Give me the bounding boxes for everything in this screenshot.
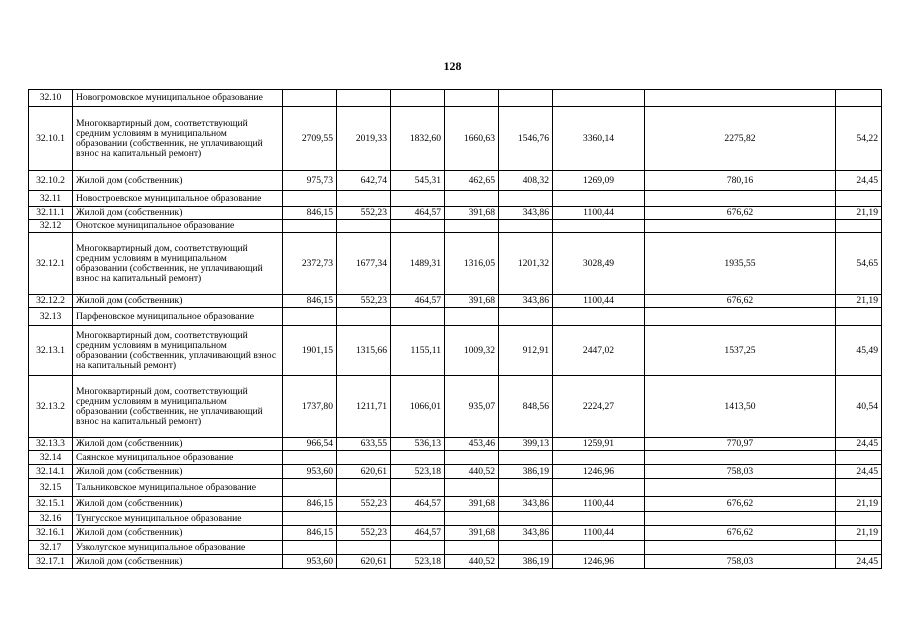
value-cell: 24,45 bbox=[836, 465, 882, 479]
housing-type: Жилой дом (собственник) bbox=[73, 555, 283, 569]
empty-cell bbox=[553, 191, 645, 207]
section-row bbox=[29, 541, 882, 555]
value-cell: 676,62 bbox=[645, 497, 836, 512]
municipality-name: Узколугское муниципальное образование bbox=[73, 541, 283, 555]
value-cell: 3360,14 bbox=[553, 107, 645, 171]
value-cell: 552,23 bbox=[337, 526, 391, 541]
municipality-name: Новостроевское муниципальное образование bbox=[73, 191, 283, 207]
empty-cell bbox=[836, 479, 882, 497]
value-cell: 953,60 bbox=[283, 465, 337, 479]
tariff-table bbox=[28, 89, 882, 569]
empty-cell bbox=[645, 479, 836, 497]
value-cell: 1546,76 bbox=[499, 107, 553, 171]
value-cell: 464,57 bbox=[391, 295, 445, 308]
row-code: 32.10.2 bbox=[29, 171, 73, 191]
housing-type: Жилой дом (собственник) bbox=[73, 526, 283, 541]
empty-cell bbox=[391, 479, 445, 497]
value-cell: 552,23 bbox=[337, 497, 391, 512]
value-cell: 848,56 bbox=[499, 376, 553, 438]
row-code: 32.13 bbox=[29, 308, 73, 326]
row-code: 32.12.1 bbox=[29, 233, 73, 295]
value-cell: 386,19 bbox=[499, 555, 553, 569]
empty-cell bbox=[283, 479, 337, 497]
empty-cell bbox=[283, 512, 337, 526]
empty-cell bbox=[645, 451, 836, 465]
value-cell: 464,57 bbox=[391, 497, 445, 512]
value-cell: 770,97 bbox=[645, 438, 836, 451]
row-code: 32.13.3 bbox=[29, 438, 73, 451]
empty-cell bbox=[391, 541, 445, 555]
empty-cell bbox=[836, 220, 882, 233]
value-cell: 1315,66 bbox=[337, 326, 391, 376]
row-code: 32.11 bbox=[29, 191, 73, 207]
row-code: 32.12 bbox=[29, 220, 73, 233]
empty-cell bbox=[553, 90, 645, 107]
value-cell: 523,18 bbox=[391, 465, 445, 479]
value-cell: 780,16 bbox=[645, 171, 836, 191]
value-cell: 966,54 bbox=[283, 438, 337, 451]
value-cell: 453,46 bbox=[445, 438, 499, 451]
empty-cell bbox=[445, 90, 499, 107]
value-cell: 935,07 bbox=[445, 376, 499, 438]
empty-cell bbox=[445, 220, 499, 233]
empty-cell bbox=[283, 451, 337, 465]
empty-cell bbox=[553, 220, 645, 233]
table-row bbox=[29, 555, 882, 569]
row-code: 32.13.2 bbox=[29, 376, 73, 438]
value-cell: 1100,44 bbox=[553, 497, 645, 512]
table-row bbox=[29, 438, 882, 451]
value-cell: 846,15 bbox=[283, 207, 337, 220]
value-cell: 2372,73 bbox=[283, 233, 337, 295]
value-cell: 462,65 bbox=[445, 171, 499, 191]
empty-cell bbox=[645, 512, 836, 526]
value-cell: 975,73 bbox=[283, 171, 337, 191]
housing-type: Многоквартирный дом, соответствующий средним условиям в муниципальном образовании (собственник, не уплачивающий взнос на капитальный ремонт) bbox=[73, 376, 283, 438]
empty-cell bbox=[645, 220, 836, 233]
municipality-name: Тальниковское муниципальное образование bbox=[73, 479, 283, 497]
value-cell: 440,52 bbox=[445, 555, 499, 569]
row-code: 32.11.1 bbox=[29, 207, 73, 220]
empty-cell bbox=[836, 451, 882, 465]
empty-cell bbox=[337, 479, 391, 497]
empty-cell bbox=[337, 512, 391, 526]
value-cell: 3028,49 bbox=[553, 233, 645, 295]
empty-cell bbox=[499, 451, 553, 465]
value-cell: 1832,60 bbox=[391, 107, 445, 171]
empty-cell bbox=[337, 90, 391, 107]
row-code: 32.14 bbox=[29, 451, 73, 465]
table-row bbox=[29, 497, 882, 512]
value-cell: 1100,44 bbox=[553, 295, 645, 308]
value-cell: 1413,50 bbox=[645, 376, 836, 438]
value-cell: 846,15 bbox=[283, 497, 337, 512]
row-code: 32.15 bbox=[29, 479, 73, 497]
empty-cell bbox=[391, 451, 445, 465]
value-cell: 1316,05 bbox=[445, 233, 499, 295]
section-row bbox=[29, 512, 882, 526]
value-cell: 758,03 bbox=[645, 465, 836, 479]
section-row bbox=[29, 451, 882, 465]
value-cell: 343,86 bbox=[499, 295, 553, 308]
municipality-name: Тунгусское муниципальное образование bbox=[73, 512, 283, 526]
table-row bbox=[29, 107, 882, 171]
row-code: 32.10 bbox=[29, 90, 73, 107]
empty-cell bbox=[499, 479, 553, 497]
value-cell: 676,62 bbox=[645, 295, 836, 308]
empty-cell bbox=[836, 308, 882, 326]
value-cell: 2224,27 bbox=[553, 376, 645, 438]
table-row bbox=[29, 376, 882, 438]
value-cell: 45,49 bbox=[836, 326, 882, 376]
value-cell: 1009,32 bbox=[445, 326, 499, 376]
value-cell: 24,45 bbox=[836, 438, 882, 451]
value-cell: 2447,02 bbox=[553, 326, 645, 376]
table-row bbox=[29, 295, 882, 308]
value-cell: 54,22 bbox=[836, 107, 882, 171]
value-cell: 391,68 bbox=[445, 295, 499, 308]
value-cell: 676,62 bbox=[645, 526, 836, 541]
housing-type: Жилой дом (собственник) bbox=[73, 207, 283, 220]
empty-cell bbox=[645, 90, 836, 107]
value-cell: 391,68 bbox=[445, 207, 499, 220]
empty-cell bbox=[283, 220, 337, 233]
section-row bbox=[29, 90, 882, 107]
value-cell: 2275,82 bbox=[645, 107, 836, 171]
row-code: 32.16.1 bbox=[29, 526, 73, 541]
municipality-name: Новогромовское муниципальное образование bbox=[73, 90, 283, 107]
value-cell: 1246,96 bbox=[553, 555, 645, 569]
empty-cell bbox=[499, 541, 553, 555]
value-cell: 464,57 bbox=[391, 207, 445, 220]
value-cell: 536,13 bbox=[391, 438, 445, 451]
value-cell: 343,86 bbox=[499, 526, 553, 541]
table-row bbox=[29, 465, 882, 479]
empty-cell bbox=[391, 308, 445, 326]
tariff-table-body bbox=[29, 90, 882, 569]
empty-cell bbox=[283, 541, 337, 555]
empty-cell bbox=[499, 308, 553, 326]
housing-type: Жилой дом (собственник) bbox=[73, 497, 283, 512]
empty-cell bbox=[337, 220, 391, 233]
value-cell: 1211,71 bbox=[337, 376, 391, 438]
empty-cell bbox=[499, 191, 553, 207]
table-row bbox=[29, 233, 882, 295]
empty-cell bbox=[445, 191, 499, 207]
value-cell: 758,03 bbox=[645, 555, 836, 569]
value-cell: 2709,55 bbox=[283, 107, 337, 171]
value-cell: 676,62 bbox=[645, 207, 836, 220]
value-cell: 464,57 bbox=[391, 526, 445, 541]
value-cell: 40,54 bbox=[836, 376, 882, 438]
empty-cell bbox=[445, 541, 499, 555]
empty-cell bbox=[283, 308, 337, 326]
housing-type: Многоквартирный дом, соответствующий средним условиям в муниципальном образовании (собственник, не уплачивающий взнос на капитальный ремонт) bbox=[73, 107, 283, 171]
value-cell: 620,61 bbox=[337, 555, 391, 569]
value-cell: 21,19 bbox=[836, 207, 882, 220]
empty-cell bbox=[836, 512, 882, 526]
empty-cell bbox=[337, 191, 391, 207]
row-code: 32.14.1 bbox=[29, 465, 73, 479]
value-cell: 552,23 bbox=[337, 295, 391, 308]
value-cell: 545,31 bbox=[391, 171, 445, 191]
empty-cell bbox=[553, 308, 645, 326]
row-code: 32.15.1 bbox=[29, 497, 73, 512]
municipality-name: Саянское муниципальное образование bbox=[73, 451, 283, 465]
empty-cell bbox=[391, 191, 445, 207]
value-cell: 24,45 bbox=[836, 171, 882, 191]
empty-cell bbox=[645, 308, 836, 326]
value-cell: 846,15 bbox=[283, 295, 337, 308]
value-cell: 523,18 bbox=[391, 555, 445, 569]
value-cell: 21,19 bbox=[836, 526, 882, 541]
value-cell: 399,13 bbox=[499, 438, 553, 451]
value-cell: 1100,44 bbox=[553, 207, 645, 220]
municipality-name: Парфеновское муниципальное образование bbox=[73, 308, 283, 326]
value-cell: 440,52 bbox=[445, 465, 499, 479]
empty-cell bbox=[553, 451, 645, 465]
municipality-name: Онотское муниципальное образование bbox=[73, 220, 283, 233]
value-cell: 1901,15 bbox=[283, 326, 337, 376]
value-cell: 1155,11 bbox=[391, 326, 445, 376]
empty-cell bbox=[553, 479, 645, 497]
housing-type: Многоквартирный дом, соответствующий средним условиям в муниципальном образовании (собственник, не уплачивающий взнос на капитальный ремонт) bbox=[73, 233, 283, 295]
value-cell: 54,65 bbox=[836, 233, 882, 295]
empty-cell bbox=[391, 90, 445, 107]
empty-cell bbox=[836, 541, 882, 555]
value-cell: 391,68 bbox=[445, 497, 499, 512]
empty-cell bbox=[283, 191, 337, 207]
empty-cell bbox=[645, 191, 836, 207]
value-cell: 620,61 bbox=[337, 465, 391, 479]
value-cell: 1677,34 bbox=[337, 233, 391, 295]
row-code: 32.16 bbox=[29, 512, 73, 526]
section-row bbox=[29, 479, 882, 497]
empty-cell bbox=[391, 220, 445, 233]
value-cell: 1269,09 bbox=[553, 171, 645, 191]
value-cell: 343,86 bbox=[499, 207, 553, 220]
table-row bbox=[29, 526, 882, 541]
table-row bbox=[29, 207, 882, 220]
value-cell: 1737,80 bbox=[283, 376, 337, 438]
value-cell: 1935,55 bbox=[645, 233, 836, 295]
empty-cell bbox=[645, 541, 836, 555]
empty-cell bbox=[499, 220, 553, 233]
empty-cell bbox=[553, 512, 645, 526]
value-cell: 21,19 bbox=[836, 295, 882, 308]
row-code: 32.17 bbox=[29, 541, 73, 555]
value-cell: 552,23 bbox=[337, 207, 391, 220]
empty-cell bbox=[391, 512, 445, 526]
value-cell: 408,32 bbox=[499, 171, 553, 191]
value-cell: 2019,33 bbox=[337, 107, 391, 171]
empty-cell bbox=[337, 451, 391, 465]
value-cell: 912,91 bbox=[499, 326, 553, 376]
housing-type: Жилой дом (собственник) bbox=[73, 438, 283, 451]
value-cell: 1660,63 bbox=[445, 107, 499, 171]
value-cell: 953,60 bbox=[283, 555, 337, 569]
empty-cell bbox=[337, 541, 391, 555]
value-cell: 633,55 bbox=[337, 438, 391, 451]
housing-type: Жилой дом (собственник) bbox=[73, 171, 283, 191]
value-cell: 24,45 bbox=[836, 555, 882, 569]
empty-cell bbox=[283, 90, 337, 107]
empty-cell bbox=[499, 90, 553, 107]
value-cell: 1537,25 bbox=[645, 326, 836, 376]
empty-cell bbox=[445, 308, 499, 326]
value-cell: 1100,44 bbox=[553, 526, 645, 541]
value-cell: 642,74 bbox=[337, 171, 391, 191]
empty-cell bbox=[499, 512, 553, 526]
row-code: 32.17.1 bbox=[29, 555, 73, 569]
table-row bbox=[29, 326, 882, 376]
housing-type: Жилой дом (собственник) bbox=[73, 465, 283, 479]
value-cell: 343,86 bbox=[499, 497, 553, 512]
empty-cell bbox=[445, 451, 499, 465]
value-cell: 1259,91 bbox=[553, 438, 645, 451]
empty-cell bbox=[445, 479, 499, 497]
row-code: 32.13.1 bbox=[29, 326, 73, 376]
value-cell: 1066,01 bbox=[391, 376, 445, 438]
empty-cell bbox=[445, 512, 499, 526]
value-cell: 21,19 bbox=[836, 497, 882, 512]
empty-cell bbox=[836, 90, 882, 107]
table-row bbox=[29, 171, 882, 191]
value-cell: 391,68 bbox=[445, 526, 499, 541]
row-code: 32.10.1 bbox=[29, 107, 73, 171]
section-row bbox=[29, 191, 882, 207]
value-cell: 386,19 bbox=[499, 465, 553, 479]
empty-cell bbox=[836, 191, 882, 207]
value-cell: 1489,31 bbox=[391, 233, 445, 295]
row-code: 32.12.2 bbox=[29, 295, 73, 308]
housing-type: Многоквартирный дом, соответствующий средним условиям в муниципальном образовании (собственник, уплачивающий взнос на капитальный ремонт) bbox=[73, 326, 283, 376]
housing-type: Жилой дом (собственник) bbox=[73, 295, 283, 308]
empty-cell bbox=[553, 541, 645, 555]
value-cell: 1201,32 bbox=[499, 233, 553, 295]
value-cell: 1246,96 bbox=[553, 465, 645, 479]
value-cell: 846,15 bbox=[283, 526, 337, 541]
section-row bbox=[29, 308, 882, 326]
section-row bbox=[29, 220, 882, 233]
empty-cell bbox=[337, 308, 391, 326]
page-number: 128 bbox=[443, 59, 462, 73]
